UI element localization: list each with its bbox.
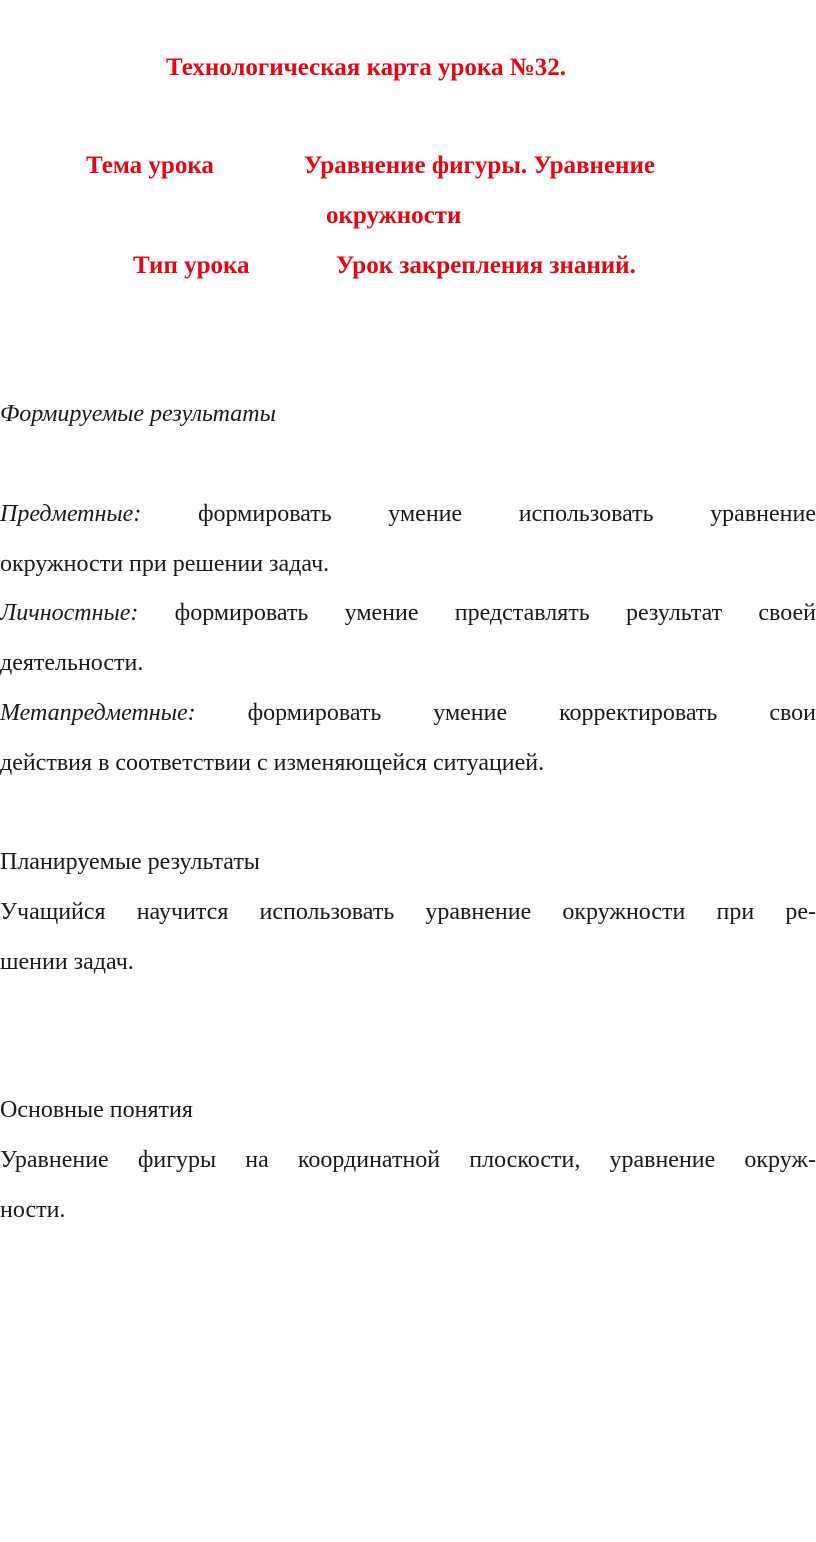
meta-text-line1: формировать умение корректировать свои xyxy=(247,700,816,726)
personal-text-line2: деятельности. xyxy=(0,650,144,676)
concepts-text-line1: Уравнение фигуры на координатной плоскости, уравнение окруж- xyxy=(0,1147,816,1173)
planned-heading: Планируемые результаты xyxy=(0,849,260,875)
meta-results-line1 xyxy=(0,700,816,727)
topic-label: Тема урока xyxy=(86,152,214,179)
topic-value-line1: Уравнение фигуры. Уравнение xyxy=(304,152,655,179)
meta-text-line2: действия в соответствии с изменяющейся ситуацией. xyxy=(0,750,545,776)
type-label: Тип урока xyxy=(133,252,250,279)
concepts-heading: Основные понятия xyxy=(0,1097,193,1123)
subject-text-line2: окружности при решении задач. xyxy=(0,551,330,577)
planned-text-line1: Учащийся научится использовать уравнение окружности при ре- xyxy=(0,899,816,925)
topic-value-line2: окружности xyxy=(326,202,462,229)
subject-text-line1: формировать умение использовать уравнение xyxy=(197,501,816,527)
planned-text-line2: шении задач. xyxy=(0,949,134,975)
personal-results-line1 xyxy=(0,600,816,627)
concepts-text-line2: ности. xyxy=(0,1197,66,1223)
type-value: Урок закрепления знаний. xyxy=(336,252,636,279)
lesson-title: Технологическая карта урока №32. xyxy=(166,54,567,81)
personal-label: Личностные: xyxy=(0,600,139,626)
subject-results-line1 xyxy=(0,501,816,528)
meta-label: Метапредметные: xyxy=(0,700,196,726)
personal-text-line1: формировать умение представлять результат своей xyxy=(174,600,816,626)
subject-label: Предметные: xyxy=(0,501,142,527)
results-heading: Формируемые результаты xyxy=(0,401,276,427)
